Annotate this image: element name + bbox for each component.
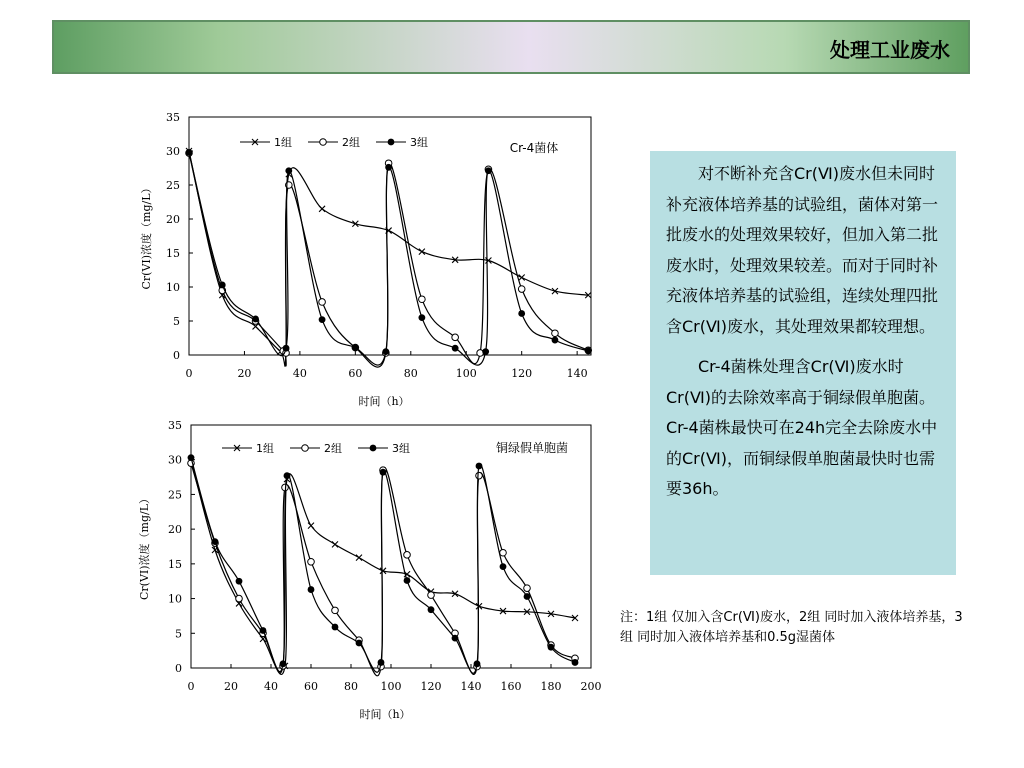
legend-label: 3组 [410, 136, 428, 149]
x-tick-label: 0 [187, 680, 195, 693]
y-tick-label: 25 [166, 179, 180, 192]
series-2 [186, 150, 592, 367]
series-line [191, 460, 575, 675]
y-axis-label: Cr(VI)浓度（mg/L） [138, 492, 151, 601]
data-point [332, 624, 339, 631]
data-point [428, 592, 435, 599]
chart-1 [139, 111, 592, 408]
data-point [519, 274, 525, 280]
x-tick-label: 100 [455, 367, 477, 380]
data-point [548, 644, 555, 651]
data-point [332, 607, 339, 614]
data-point [482, 348, 489, 355]
data-point [252, 316, 259, 323]
y-tick-label: 10 [166, 281, 180, 294]
data-point [524, 585, 531, 592]
legend-marker [370, 445, 377, 452]
data-point [419, 249, 425, 255]
y-tick-label: 15 [166, 247, 180, 260]
data-point [236, 578, 243, 585]
y-tick-label: 5 [173, 315, 180, 328]
data-point [282, 484, 289, 491]
footnote: 注：1组 仅加入含Cr(Ⅵ)废水，2组 同时加入液体培养基，3组 同时加入液体培养基和0.5g湿菌体 [620, 610, 963, 645]
page-title: 处理工业废水 [830, 38, 950, 62]
x-tick-label: 60 [304, 680, 318, 693]
y-tick-label: 5 [175, 627, 182, 641]
data-point [356, 640, 363, 647]
x-tick-label: 200 [580, 680, 602, 693]
y-tick-label: 0 [173, 349, 180, 362]
y-tick-label: 35 [166, 111, 180, 124]
legend-marker [388, 139, 395, 146]
legend-label: 1组 [256, 442, 274, 455]
legend-label: 2组 [324, 442, 342, 455]
y-tick-label: 30 [166, 145, 180, 158]
data-point [319, 299, 326, 306]
series-line [189, 151, 588, 366]
x-tick-label: 140 [566, 367, 588, 380]
x-tick-label: 40 [292, 367, 307, 380]
data-point [236, 595, 243, 602]
y-axis-label: Cr(VI)浓度（mg/L） [140, 182, 153, 290]
data-point [500, 549, 507, 556]
series-3 [186, 149, 592, 365]
explanation-paragraph-2: Cr-4菌株处理含Cr(Ⅵ)废水时Cr(Ⅵ)的去除效率高于铜绿假单胞菌。Cr-4菌株最快可在24h完全去除废水中的Cr(Ⅵ)，而铜绿假单胞菌最快时也需要36h。 [666, 357, 938, 498]
data-point [308, 586, 315, 593]
series-1 [188, 457, 578, 675]
data-point [380, 469, 387, 476]
data-point [572, 659, 579, 666]
series-line [191, 458, 575, 674]
explanation-panel [650, 151, 956, 575]
data-point [280, 660, 287, 667]
series-1 [186, 148, 591, 366]
chart-title: Cr-4菌体 [509, 141, 559, 155]
data-point [308, 558, 315, 565]
chart-title: 铜绿假单胞菌 [495, 441, 569, 455]
data-point [476, 472, 483, 479]
data-point [452, 345, 459, 352]
x-axis-label: 时间（h） [358, 395, 410, 408]
data-point [378, 659, 385, 666]
data-point [428, 606, 435, 613]
data-point [452, 635, 459, 642]
data-point [404, 552, 411, 559]
data-point [385, 164, 392, 171]
data-point [308, 523, 314, 529]
data-point [283, 345, 290, 352]
series-line [191, 463, 575, 676]
series-line [189, 153, 588, 367]
y-tick-label: 35 [168, 419, 182, 432]
data-point [188, 454, 195, 461]
x-tick-label: 80 [403, 367, 418, 380]
y-tick-label: 20 [168, 523, 182, 537]
series-line [189, 152, 588, 365]
chart-2 [137, 419, 602, 721]
data-point [285, 167, 292, 174]
data-point [452, 334, 459, 341]
data-point [476, 463, 483, 470]
legend-label: 3组 [392, 442, 410, 455]
data-point [419, 296, 426, 303]
legend-label: 1组 [274, 136, 292, 149]
data-point [319, 316, 326, 323]
data-point [485, 167, 492, 174]
series-2 [188, 460, 579, 676]
x-tick-label: 0 [185, 367, 193, 380]
data-point [260, 627, 267, 634]
x-tick-label: 20 [237, 367, 252, 380]
legend-label: 2组 [342, 136, 360, 149]
y-tick-label: 0 [175, 662, 182, 675]
data-point [585, 348, 592, 355]
plot-area [191, 425, 591, 668]
data-point [319, 206, 325, 212]
data-point [476, 603, 482, 609]
x-axis-label: 时间（h） [359, 708, 411, 721]
data-point [418, 314, 425, 321]
x-tick-label: 20 [224, 680, 238, 693]
x-tick-label: 160 [500, 680, 522, 693]
legend-marker [302, 445, 309, 452]
y-tick-label: 30 [168, 453, 182, 467]
y-tick-label: 20 [166, 213, 180, 226]
data-point [332, 541, 338, 547]
data-point [404, 577, 411, 584]
x-tick-label: 60 [348, 367, 363, 380]
data-point [219, 282, 226, 289]
legend-marker [320, 139, 327, 146]
x-tick-label: 120 [420, 680, 442, 693]
data-point [352, 344, 359, 351]
x-tick-label: 140 [460, 680, 482, 693]
data-point [382, 348, 389, 355]
y-tick-label: 15 [168, 557, 182, 571]
x-tick-label: 40 [264, 680, 278, 693]
data-point [500, 563, 507, 570]
data-point [186, 149, 193, 156]
data-point [212, 538, 219, 545]
data-point [552, 330, 559, 337]
series-3 [188, 454, 579, 673]
data-point [356, 555, 362, 561]
x-tick-label: 120 [511, 367, 533, 380]
data-point [552, 337, 559, 344]
x-tick-label: 180 [540, 680, 562, 693]
x-tick-label: 80 [344, 680, 358, 693]
y-tick-label: 25 [168, 488, 182, 502]
data-point [518, 310, 525, 317]
data-point [284, 472, 291, 479]
y-tick-label: 10 [168, 592, 182, 606]
data-point [518, 286, 525, 293]
data-point [524, 593, 531, 600]
x-tick-label: 100 [380, 680, 402, 693]
data-point [352, 221, 358, 227]
data-point [474, 660, 481, 667]
explanation-paragraph-1: 对不断补充含Cr(Ⅵ)废水但未同时补充液体培养基的试验组，菌体对第一批废水的处理效果较好，但加入第二批废水时，处理效果较差。而对于同时补充液体培养基的试验组，连续处理四批含Cr(Ⅵ)废水，其处理效果都较理想。 [666, 164, 939, 336]
